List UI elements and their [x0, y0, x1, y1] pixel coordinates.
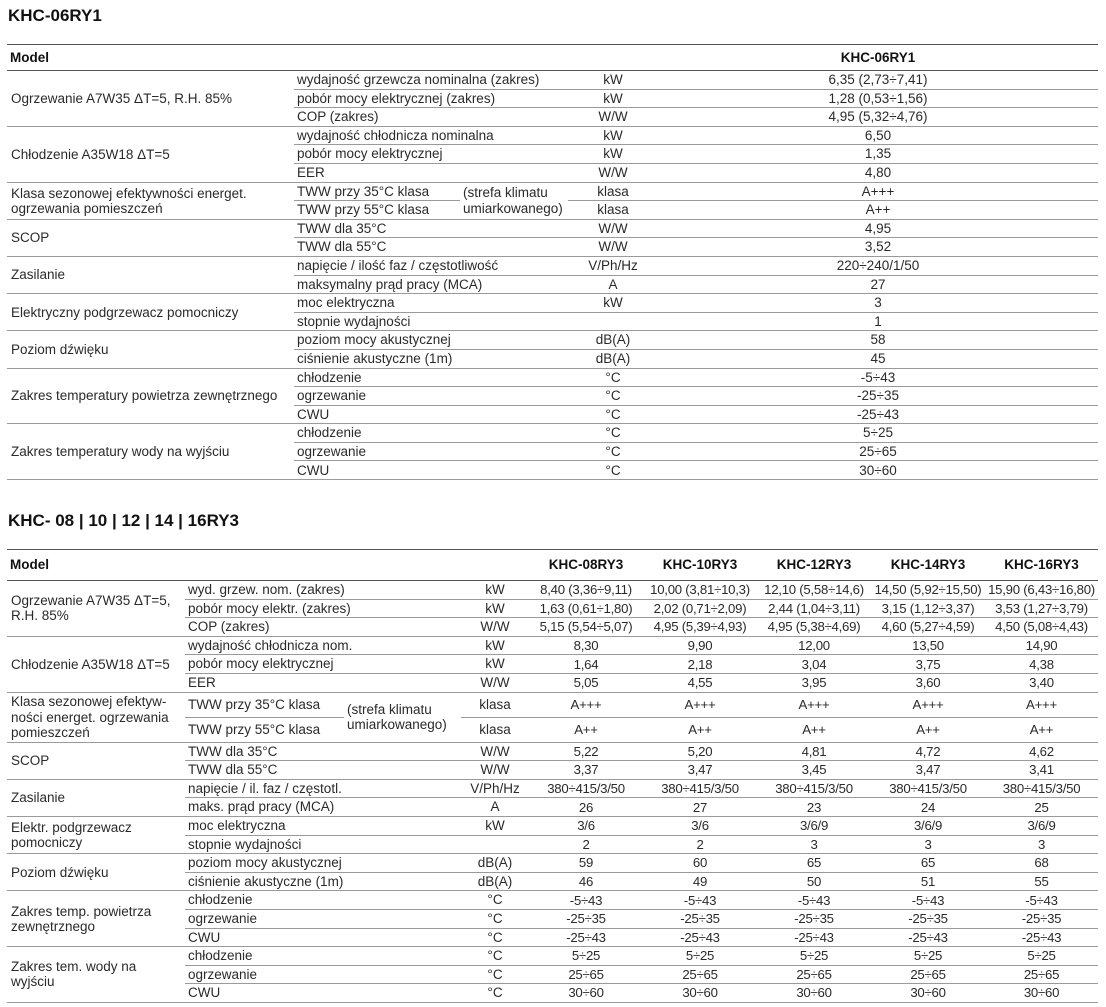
value-cell: 4,38: [985, 655, 1098, 674]
value-cell: 15,90 (6,43÷16,80): [985, 581, 1098, 600]
value-cell: 46: [529, 872, 643, 891]
parameter-label: wyd. grzew. nom. (zakres): [185, 581, 461, 600]
value-cell: 6,50: [658, 126, 1098, 145]
table-row: [7, 424, 1098, 443]
table-row: [7, 256, 1098, 275]
unit-cell: kW: [461, 599, 529, 618]
group-label: Zakres temperatury powietrza zewnętrznego: [7, 368, 294, 424]
table-row: [7, 182, 1098, 201]
value-cell: 12,00: [757, 636, 871, 655]
value-cell: 3,53 (1,27÷3,79): [985, 599, 1098, 618]
parameter-label: poziom mocy akustycznej: [294, 331, 568, 350]
value-cell: 380÷415/3/50: [871, 779, 985, 798]
parameter-label: pobór mocy elektrycznej: [294, 145, 568, 164]
value-cell: -5÷43: [529, 891, 643, 910]
parameter-label: moc elektryczna: [185, 816, 461, 835]
value-cell: -5÷43: [643, 891, 757, 910]
group-label: Zakres temp. powietrza zewnętrznego: [7, 891, 185, 947]
value-cell: 25÷65: [757, 965, 871, 984]
value-cell: 55: [985, 872, 1098, 891]
value-cell: -5÷43: [658, 368, 1098, 387]
value-cell: A+++: [529, 692, 643, 717]
value-cell: 8,30: [529, 636, 643, 655]
value-cell: 13,50: [871, 636, 985, 655]
value-cell: 2,18: [643, 655, 757, 674]
group-label: SCOP: [7, 219, 294, 256]
group-label: Klasa sezonowej efektyw-ności energet. ogrzewania pomieszczeń: [7, 692, 185, 742]
parameter-label: TWW przy 35°C klasa: [185, 692, 344, 717]
table-row: [7, 854, 1098, 873]
table-row: [7, 219, 1098, 238]
value-cell: 5,05: [529, 673, 643, 692]
table-row: [7, 71, 1098, 90]
value-cell: 8,40 (3,36÷9,11): [529, 581, 643, 600]
value-cell: 2,02 (0,71÷2,09): [643, 599, 757, 618]
unit-cell: W/W: [568, 219, 658, 238]
parameter-label: pobór mocy elektrycznej: [185, 655, 461, 674]
value-cell: A+++: [643, 692, 757, 717]
value-cell: 12,10 (5,58÷14,6): [757, 581, 871, 600]
value-cell: 4,80: [658, 163, 1098, 182]
parameter-label: COP (zakres): [185, 618, 461, 637]
parameter-label: wydajność grzewcza nominalna (zakres): [294, 71, 568, 90]
value-cell: 3: [757, 835, 871, 854]
value-cell: -25÷35: [529, 909, 643, 928]
table-row: [7, 947, 1098, 966]
parameter-label: CWU: [185, 984, 461, 1003]
value-cell: 1,28 (0,53÷1,56): [658, 89, 1098, 108]
group-label: Elektr. podgrzewacz pomocniczy: [7, 816, 185, 853]
table-row: [7, 891, 1098, 910]
value-cell: 1,35: [658, 145, 1098, 164]
value-cell: 14,90: [985, 636, 1098, 655]
value-cell: 2: [529, 835, 643, 854]
value-cell: 3,47: [871, 761, 985, 780]
value-cell: -5÷43: [985, 891, 1098, 910]
table-header: [7, 550, 1098, 581]
table-row: [7, 581, 1098, 600]
parameter-label: ogrzewanie: [185, 965, 461, 984]
value-cell: A+++: [658, 182, 1098, 201]
unit-cell: klasa: [461, 692, 529, 717]
table-row: [7, 692, 1098, 717]
parameter-label: EER: [294, 163, 568, 182]
value-cell: A++: [643, 717, 757, 742]
unit-cell: W/W: [461, 673, 529, 692]
unit-cell: A: [568, 275, 658, 294]
model-header: Model: [7, 550, 529, 581]
group-label: Ogrzewanie A7W35 ΔT=5, R.H. 85%: [7, 581, 185, 637]
value-cell: -25÷35: [757, 909, 871, 928]
unit-cell: dB(A): [568, 331, 658, 350]
value-cell: 5÷25: [985, 947, 1098, 966]
value-cell: 26: [529, 798, 643, 817]
unit-cell: W/W: [568, 108, 658, 127]
parameter-label: maksymalny prąd pracy (MCA): [294, 275, 568, 294]
parameter-label: stopnie wydajności: [294, 312, 568, 331]
value-cell: 4,81: [757, 742, 871, 761]
value-cell: 25÷65: [658, 442, 1098, 461]
unit-cell: °C: [461, 965, 529, 984]
value-cell: -25÷35: [643, 909, 757, 928]
value-cell: 4,72: [871, 742, 985, 761]
unit-cell: °C: [461, 928, 529, 947]
unit-cell: °C: [568, 387, 658, 406]
value-cell: 3,75: [871, 655, 985, 674]
table-row: [7, 816, 1098, 835]
value-cell: 4,95: [658, 219, 1098, 238]
table-row: [7, 742, 1098, 761]
parameter-label: TWW przy 35°C klasa: [294, 182, 460, 201]
parameter-label: ogrzewanie: [294, 387, 568, 406]
value-cell: 3,47: [643, 761, 757, 780]
parameter-label: wydajność chłodnicza nominalna: [294, 126, 568, 145]
unit-cell: kW: [568, 294, 658, 313]
value-cell: -25÷35: [985, 909, 1098, 928]
table-header: [7, 45, 1098, 71]
table1-title: KHC-06RY1: [8, 6, 102, 25]
parameter-label: EER: [185, 673, 461, 692]
parameter-label: TWW dla 55°C: [185, 761, 461, 780]
value-cell: 5,20: [643, 742, 757, 761]
group-label: Ogrzewanie A7W35 ΔT=5, R.H. 85%: [7, 71, 294, 127]
group-label: Elektryczny podgrzewacz pomocniczy: [7, 294, 294, 331]
model-header: Model: [7, 45, 658, 71]
table-row: [7, 779, 1098, 798]
table-row: [7, 331, 1098, 350]
group-label: Chłodzenie A35W18 ΔT=5: [7, 126, 294, 182]
value-cell: 68: [985, 854, 1098, 873]
table2-title: KHC- 08 | 10 | 12 | 14 | 16RY3: [8, 511, 240, 530]
value-cell: A++: [658, 201, 1098, 220]
group-label: Zasilanie: [7, 779, 185, 816]
parameter-label: chłodzenie: [294, 368, 568, 387]
value-cell: 3/6: [529, 816, 643, 835]
value-cell: 25÷65: [985, 965, 1098, 984]
table-row: [7, 126, 1098, 145]
table-row: [7, 294, 1098, 313]
value-cell: 30÷60: [871, 984, 985, 1003]
value-cell: 5÷25: [871, 947, 985, 966]
value-cell: 4,95 (5,38÷4,69): [757, 618, 871, 637]
value-cell: 220÷240/1/50: [658, 256, 1098, 275]
value-cell: 4,60 (5,27÷4,59): [871, 618, 985, 637]
value-cell: -25÷43: [985, 928, 1098, 947]
value-cell: 65: [871, 854, 985, 873]
group-label: Poziom dźwięku: [7, 331, 294, 368]
value-cell: -25÷43: [757, 928, 871, 947]
value-cell: 25÷65: [643, 965, 757, 984]
unit-cell: dB(A): [461, 872, 529, 891]
unit-cell: °C: [568, 405, 658, 424]
value-cell: 3,52: [658, 238, 1098, 257]
unit-cell: kW: [568, 145, 658, 164]
value-cell: A++: [529, 717, 643, 742]
parameter-label: chłodzenie: [185, 947, 461, 966]
value-cell: 45: [658, 349, 1098, 368]
unit-cell: °C: [461, 909, 529, 928]
model-column-header: KHC-12RY3: [757, 550, 871, 581]
value-cell: 4,95 (5,39÷4,93): [643, 618, 757, 637]
value-cell: 27: [658, 275, 1098, 294]
parameter-label: chłodzenie: [185, 891, 461, 910]
value-cell: -25÷35: [658, 387, 1098, 406]
value-cell: 5÷25: [658, 424, 1098, 443]
unit-cell: °C: [568, 461, 658, 480]
parameter-label: TWW przy 55°C klasa: [185, 717, 344, 742]
parameter-label: maks. prąd pracy (MCA): [185, 798, 461, 817]
value-cell: 3,45: [757, 761, 871, 780]
value-cell: 3,60: [871, 673, 985, 692]
value-cell: 49: [643, 872, 757, 891]
parameter-label: ogrzewanie: [294, 442, 568, 461]
value-cell: 4,95 (5,32÷4,76): [658, 108, 1098, 127]
group-label: Zasilanie: [7, 256, 294, 293]
value-cell: 10,00 (3,81÷10,3): [643, 581, 757, 600]
value-cell: 3: [985, 835, 1098, 854]
parameter-label: napięcie / il. faz / częstotl.: [185, 779, 461, 798]
value-cell: 30÷60: [757, 984, 871, 1003]
value-cell: A+++: [985, 692, 1098, 717]
group-label: SCOP: [7, 742, 185, 779]
parameter-label: CWU: [294, 461, 568, 480]
parameter-label: TWW przy 55°C klasa: [294, 201, 460, 220]
value-cell: 380÷415/3/50: [985, 779, 1098, 798]
group-label: Klasa sezonowej efektywności energet. ogrzewania pomieszczeń: [7, 182, 294, 219]
model-column-header: KHC-16RY3: [985, 550, 1098, 581]
value-cell: -25÷43: [529, 928, 643, 947]
value-cell: 5÷25: [757, 947, 871, 966]
unit-cell: kW: [461, 636, 529, 655]
spec-table-06ry1: [7, 44, 1098, 480]
value-cell: 51: [871, 872, 985, 891]
parameter-label: COP (zakres): [294, 108, 568, 127]
climate-zone-note: (strefa klimatu umiarkowanego): [344, 692, 461, 742]
value-cell: 1,64: [529, 655, 643, 674]
value-cell: 14,50 (5,92÷15,50): [871, 581, 985, 600]
value-cell: -25÷35: [871, 909, 985, 928]
parameter-label: pobór mocy elektr. (zakres): [185, 599, 461, 618]
unit-cell: kW: [568, 89, 658, 108]
value-cell: 23: [757, 798, 871, 817]
value-cell: 3/6/9: [757, 816, 871, 835]
value-cell: A+++: [871, 692, 985, 717]
unit-cell: [568, 312, 658, 331]
value-cell: 3,15 (1,12÷3,37): [871, 599, 985, 618]
value-cell: 60: [643, 854, 757, 873]
value-cell: -5÷43: [871, 891, 985, 910]
unit-cell: dB(A): [568, 349, 658, 368]
value-cell: 5,15 (5,54÷5,07): [529, 618, 643, 637]
table-row: [7, 636, 1098, 655]
parameter-label: poziom mocy akustycznej: [185, 854, 461, 873]
value-cell: 380÷415/3/50: [643, 779, 757, 798]
value-cell: 3/6: [643, 816, 757, 835]
value-cell: 3/6/9: [871, 816, 985, 835]
value-cell: 24: [871, 798, 985, 817]
value-cell: 4,50 (5,08÷4,43): [985, 618, 1098, 637]
parameter-label: TWW dla 35°C: [294, 219, 568, 238]
parameter-label: pobór mocy elektrycznej (zakres): [294, 89, 568, 108]
spec-table-ry3: [7, 549, 1098, 1003]
value-cell: 25÷65: [529, 965, 643, 984]
value-cell: 27: [643, 798, 757, 817]
value-cell: 380÷415/3/50: [529, 779, 643, 798]
parameter-label: stopnie wydajności: [185, 835, 461, 854]
value-cell: 1,63 (0,61÷1,80): [529, 599, 643, 618]
value-cell: 3,37: [529, 761, 643, 780]
group-label: Zakres tem. wody na wyjściu: [7, 947, 185, 1003]
value-cell: 30÷60: [643, 984, 757, 1003]
parameter-label: ciśnienie akustyczne (1m): [294, 349, 568, 368]
value-cell: 30÷60: [658, 461, 1098, 480]
value-cell: 30÷60: [985, 984, 1098, 1003]
unit-cell: klasa: [568, 182, 658, 201]
unit-cell: klasa: [568, 201, 658, 220]
value-cell: 25÷65: [871, 965, 985, 984]
unit-cell: V/Ph/Hz: [461, 779, 529, 798]
parameter-label: napięcie / ilość faz / częstotliwość: [294, 256, 568, 275]
parameter-label: TWW dla 55°C: [294, 238, 568, 257]
unit-cell: W/W: [461, 618, 529, 637]
parameter-label: wydajność chłodnicza nom.: [185, 636, 461, 655]
model-column-header: KHC-10RY3: [643, 550, 757, 581]
value-cell: A++: [985, 717, 1098, 742]
parameter-label: CWU: [185, 928, 461, 947]
model-column-header: KHC-14RY3: [871, 550, 985, 581]
parameter-label: CWU: [294, 405, 568, 424]
climate-zone-note: (strefa klimatu umiarkowanego): [460, 182, 568, 219]
value-cell: 1: [658, 312, 1098, 331]
value-cell: 3,41: [985, 761, 1098, 780]
value-cell: 58: [658, 331, 1098, 350]
parameter-label: chłodzenie: [294, 424, 568, 443]
unit-cell: °C: [568, 424, 658, 443]
parameter-label: moc elektryczna: [294, 294, 568, 313]
value-cell: -25÷43: [658, 405, 1098, 424]
model-column-header: KHC-06RY1: [658, 45, 1098, 71]
unit-cell: kW: [568, 126, 658, 145]
value-cell: 25: [985, 798, 1098, 817]
value-cell: A++: [871, 717, 985, 742]
value-cell: 3,04: [757, 655, 871, 674]
value-cell: 4,62: [985, 742, 1098, 761]
unit-cell: °C: [568, 442, 658, 461]
value-cell: 380÷415/3/50: [757, 779, 871, 798]
unit-cell: kW: [461, 581, 529, 600]
value-cell: 6,35 (2,73÷7,41): [658, 71, 1098, 90]
value-cell: -5÷43: [757, 891, 871, 910]
value-cell: 59: [529, 854, 643, 873]
value-cell: 5,22: [529, 742, 643, 761]
value-cell: 3: [871, 835, 985, 854]
unit-cell: °C: [461, 984, 529, 1003]
group-label: Chłodzenie A35W18 ΔT=5: [7, 636, 185, 692]
unit-cell: W/W: [568, 238, 658, 257]
value-cell: -25÷43: [643, 928, 757, 947]
unit-cell: kW: [568, 71, 658, 90]
unit-cell: A: [461, 798, 529, 817]
parameter-label: ciśnienie akustyczne (1m): [185, 872, 461, 891]
parameter-label: ogrzewanie: [185, 909, 461, 928]
unit-cell: klasa: [461, 717, 529, 742]
unit-cell: V/Ph/Hz: [568, 256, 658, 275]
value-cell: 9,90: [643, 636, 757, 655]
unit-cell: [461, 835, 529, 854]
model-column-header: KHC-08RY3: [529, 550, 643, 581]
group-label: Zakres temperatury wody na wyjściu: [7, 424, 294, 480]
unit-cell: kW: [461, 816, 529, 835]
unit-cell: W/W: [461, 761, 529, 780]
value-cell: 3/6/9: [985, 816, 1098, 835]
value-cell: 3: [658, 294, 1098, 313]
value-cell: 5÷25: [529, 947, 643, 966]
value-cell: 5÷25: [643, 947, 757, 966]
value-cell: 4,55: [643, 673, 757, 692]
table-row: [7, 368, 1098, 387]
unit-cell: W/W: [568, 163, 658, 182]
unit-cell: W/W: [461, 742, 529, 761]
group-label: Poziom dźwięku: [7, 854, 185, 891]
value-cell: A++: [757, 717, 871, 742]
value-cell: 30÷60: [529, 984, 643, 1003]
value-cell: 2: [643, 835, 757, 854]
value-cell: 2,44 (1,04÷3,11): [757, 599, 871, 618]
value-cell: -25÷43: [871, 928, 985, 947]
unit-cell: kW: [461, 655, 529, 674]
value-cell: 50: [757, 872, 871, 891]
value-cell: 3,40: [985, 673, 1098, 692]
parameter-label: TWW dla 35°C: [185, 742, 461, 761]
value-cell: 65: [757, 854, 871, 873]
unit-cell: °C: [461, 947, 529, 966]
unit-cell: dB(A): [461, 854, 529, 873]
unit-cell: °C: [568, 368, 658, 387]
value-cell: A+++: [757, 692, 871, 717]
unit-cell: °C: [461, 891, 529, 910]
value-cell: 3,95: [757, 673, 871, 692]
